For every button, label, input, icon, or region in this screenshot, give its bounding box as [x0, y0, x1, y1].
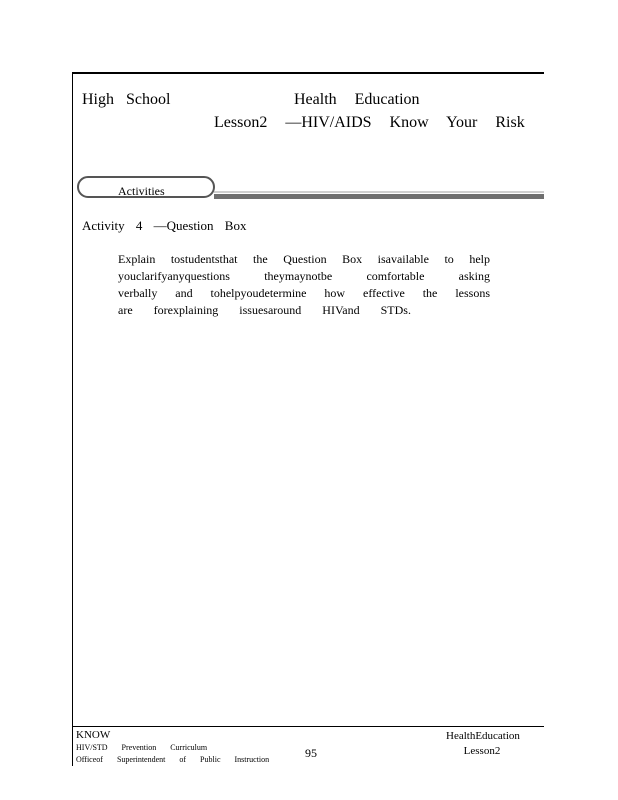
footer-left-block — [76, 729, 269, 766]
footer-subject: HealthEducation — [446, 730, 520, 742]
header-subject: Health Education — [294, 91, 420, 108]
footer-office-name: Officeof Superintendent of Public Instruction — [76, 755, 270, 764]
activities-section-label: Activities — [118, 184, 165, 198]
lesson-title: Lesson2 —HIV/AIDS Know Your Risk — [214, 114, 525, 131]
description-line: youclarifyanyquestions theymaynotbe comfortable asking — [118, 269, 490, 283]
activity-title: Activity 4 —Question Box — [82, 218, 247, 233]
activity-description — [118, 251, 490, 319]
footer-divider — [72, 726, 544, 727]
footer-lesson: Lesson2 — [463, 745, 501, 757]
page-number: 95 — [305, 746, 317, 760]
section-divider-bar — [214, 191, 544, 199]
footer-curriculum-name: HIV/STD Prevention Curriculum — [76, 743, 208, 752]
page-left-border — [72, 72, 73, 766]
description-line: Explain tostudentsthat the Question Box isavailable to help — [118, 252, 490, 266]
header-school-level: High School — [82, 91, 171, 108]
footer-right-block — [446, 729, 518, 759]
description-line: verbally and tohelpyoudetermine how effective the lessons — [118, 286, 490, 300]
footer-know-label: KNOW — [76, 729, 111, 741]
description-line: are forexplaining issuesaround HIVand STDs. — [118, 303, 411, 317]
page-top-border — [72, 72, 544, 74]
